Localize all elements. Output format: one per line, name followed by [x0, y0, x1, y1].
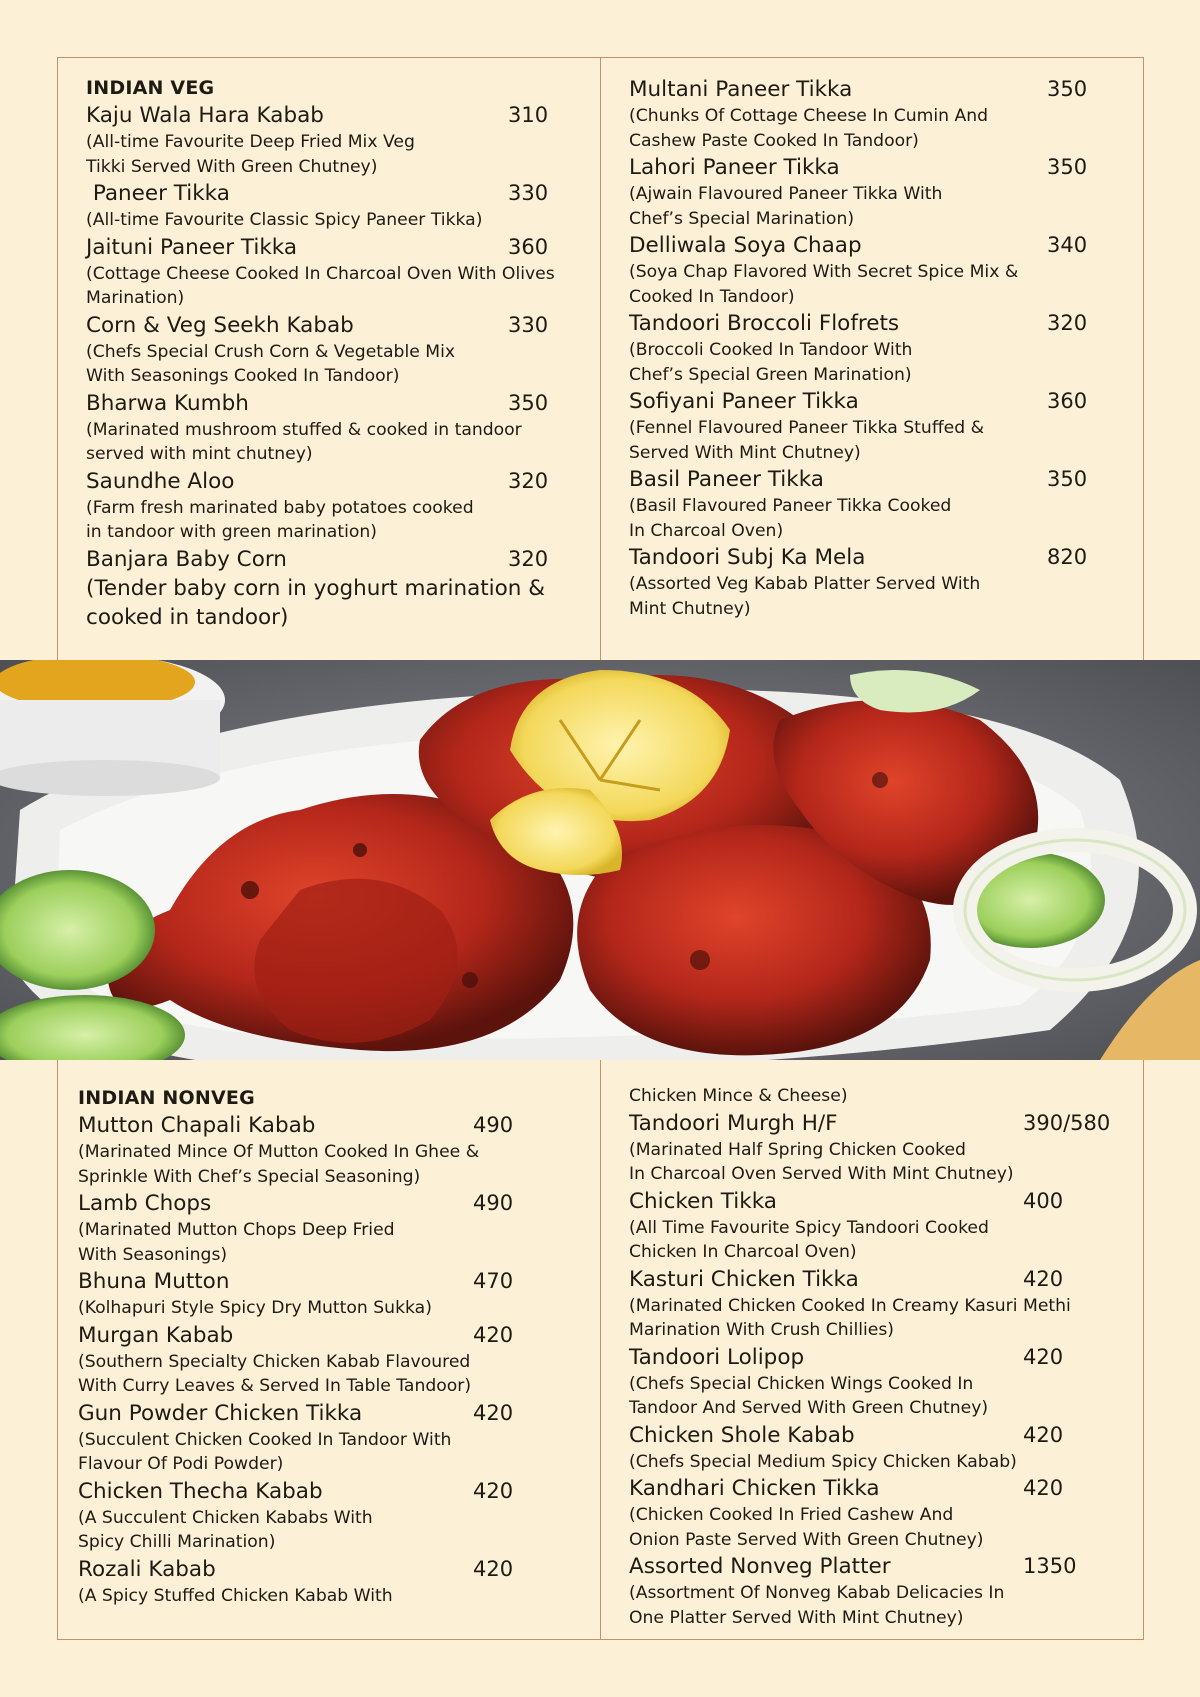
menu-item: [78, 1267, 588, 1321]
menu-item-price: 350: [1047, 77, 1088, 101]
menu-item-row: [629, 1343, 1134, 1372]
menu-item-price: 420: [473, 1322, 514, 1347]
menu-item-description: (Basil Flavoured Paneer Tikka Cooked: [629, 496, 952, 516]
menu-item: [629, 231, 1129, 309]
menu-item-price: 420: [1023, 1422, 1064, 1447]
menu-item-row: [629, 1187, 1134, 1216]
menu-item-price: 420: [1023, 1266, 1064, 1291]
menu-item-description: Mint Chutney): [629, 598, 751, 619]
menu-item-name: Chicken Shole Kabab: [629, 1422, 855, 1448]
menu-item-row: [86, 101, 591, 130]
menu-item-row: [78, 1477, 588, 1506]
menu-item-name: Lamb Chops: [78, 1191, 212, 1216]
menu-item-name: Tandoori Broccoli Flofrets: [629, 311, 900, 336]
menu-item: [629, 153, 1129, 231]
menu-item-price: 420: [1023, 1344, 1064, 1369]
menu-item-price: 330: [508, 181, 549, 205]
menu-item-row: [86, 179, 591, 208]
menu-item-name: Lahori Paneer Tikka: [629, 155, 840, 180]
menu-item-price: 350: [1047, 467, 1088, 491]
menu-item: [629, 1474, 1134, 1552]
menu-item: [78, 1189, 588, 1267]
menu-item-description: In Charcoal Oven): [629, 520, 784, 541]
section-title-nonveg: INDIAN NONVEG: [78, 1087, 255, 1109]
menu-item: [86, 311, 591, 389]
menu-item-row: [629, 1265, 1134, 1294]
menu-item: [78, 1477, 588, 1555]
menu-item-price: 330: [508, 312, 549, 337]
menu-item: [86, 233, 591, 311]
menu-item-price: 390/580: [1023, 1110, 1111, 1135]
menu-item: [629, 1187, 1134, 1265]
menu-item-name: Multani Paneer Tikka: [629, 77, 853, 102]
menu-item: [629, 1552, 1134, 1630]
menu-item-row: [629, 387, 1129, 416]
menu-item-description: (Chicken Cooked In Fried Cashew And: [629, 1505, 954, 1525]
menu-item-name: Paneer Tikka: [86, 181, 230, 206]
menu-item-name: Kandhari Chicken Tikka: [629, 1476, 880, 1501]
menu-item-description: (All-time Favourite Classic Spicy Paneer Tikka): [86, 210, 483, 230]
menu-item-name: Tandoori Lolipop: [629, 1344, 805, 1370]
menu-item-name: Kasturi Chicken Tikka: [629, 1266, 859, 1292]
menu-item-description: (Marinated mushroom stuffed & cooked in tandoor: [86, 419, 522, 440]
menu-item-description: (Assortment Of Nonveg Kabab Delicacies In: [629, 1583, 1005, 1603]
menu-item-description: (Chefs Special Medium Spicy Chicken Kabab): [629, 1451, 1017, 1472]
menu-item-name: Delliwala Soya Chaap: [629, 233, 862, 258]
menu-item-description: (Chefs Special Crush Corn & Vegetable Mix: [86, 341, 456, 362]
menu-item-price: 320: [1047, 311, 1088, 335]
menu-item-description: (Cottage Cheese Cooked In Charcoal Oven With Olives: [86, 263, 555, 284]
menu-item-name: Basil Paneer Tikka: [629, 467, 824, 492]
menu-item: [629, 75, 1129, 153]
menu-item-description: Sprinkle With Chef’s Special Seasoning): [78, 1166, 421, 1187]
menu-item-name: Gun Powder Chicken Tikka: [78, 1400, 363, 1426]
section-title-veg: INDIAN VEG: [86, 77, 215, 99]
menu-item-name: Sofiyani Paneer Tikka: [629, 389, 859, 414]
menu-item-price: 350: [508, 390, 549, 415]
menu-item-price: 360: [508, 234, 549, 259]
menu-item-description: Flavour Of Podi Powder): [78, 1454, 284, 1474]
menu-item-row: [78, 1189, 588, 1218]
menu-item: [78, 1111, 588, 1189]
menu-item-description: (Farm fresh marinated baby potatoes cooked: [86, 497, 474, 518]
menu-item-description: (Marinated Half Spring Chicken Cooked: [629, 1139, 966, 1160]
menu-item-row: [78, 1399, 588, 1428]
nonveg-left-list: [78, 1111, 588, 1608]
menu-item-description: (Succulent Chicken Cooked In Tandoor With: [78, 1429, 452, 1450]
menu-item-price: 320: [508, 546, 549, 571]
veg-left-list: [86, 101, 591, 632]
menu-item: [86, 179, 591, 233]
menu-item: [629, 543, 1129, 621]
menu-item-name: Chicken Thecha Kabab: [78, 1478, 323, 1504]
nonveg-right-list: [629, 1109, 1134, 1631]
menu-item-description: (Broccoli Cooked In Tandoor With: [629, 340, 913, 360]
menu-item-row: [86, 311, 591, 340]
menu-item-description: Chicken In Charcoal Oven): [629, 1242, 857, 1262]
menu-item-description: (Tender baby corn in yoghurt marination &: [86, 575, 546, 601]
menu-item: [629, 387, 1129, 465]
menu-item-description: (Fennel Flavoured Paneer Tikka Stuffed &: [629, 418, 985, 438]
menu-item: [629, 1265, 1134, 1343]
menu-item-description: (Marinated Mince Of Mutton Cooked In Ghee &: [78, 1142, 480, 1162]
menu-item-name: Bhuna Mutton: [78, 1269, 230, 1294]
menu-item-name: Assorted Nonveg Platter: [629, 1554, 891, 1579]
menu-item-description: served with mint chutney): [86, 444, 313, 464]
menu-item-description: cooked in tandoor): [86, 604, 289, 630]
menu-item-description: (Chunks Of Cottage Cheese In Cumin And: [629, 106, 989, 126]
menu-item-row: [629, 1109, 1134, 1138]
menu-item-row: [629, 231, 1129, 260]
menu-item-name: Kaju Wala Hara Kabab: [86, 103, 324, 128]
menu-item-description: (Soya Chap Flavored With Secret Spice Mix &: [629, 262, 1019, 282]
menu-item-description: (Ajwain Flavoured Paneer Tikka With: [629, 184, 943, 204]
menu-item-row: [86, 545, 591, 574]
menu-item-description: (Kolhapuri Style Spicy Dry Mutton Sukka): [78, 1298, 432, 1318]
menu-item: [86, 101, 591, 179]
veg-column-divider: [600, 57, 601, 660]
menu-item-description: Served With Mint Chutney): [629, 442, 861, 463]
menu-item: [86, 389, 591, 467]
veg-left-column: [86, 75, 591, 632]
menu-item-price: 400: [1023, 1188, 1064, 1213]
menu-item-row: [629, 1474, 1134, 1503]
menu-item-price: 420: [473, 1478, 514, 1503]
menu-item-row: [629, 543, 1129, 572]
menu-item-name: Chicken Tikka: [629, 1188, 777, 1214]
nonveg-right-column: [629, 1084, 1134, 1630]
nonveg-column-divider: [600, 1060, 601, 1640]
menu-item-description: (Assorted Veg Kabab Platter Served With: [629, 574, 981, 594]
menu-item-description: Chef’s Special Marination): [629, 208, 855, 229]
continued-description: Chicken Mince & Cheese): [629, 1086, 848, 1106]
menu-item-name: Tandoori Subj Ka Mela: [629, 545, 866, 570]
menu-item-description: Tikki Served With Green Chutney): [86, 156, 378, 177]
menu-item-price: 320: [508, 468, 549, 493]
menu-item-name: Banjara Baby Corn: [86, 546, 287, 572]
menu-item-name: Mutton Chapali Kabab: [78, 1113, 316, 1138]
menu-item-row: [78, 1321, 588, 1350]
menu-item: [629, 465, 1129, 543]
menu-item-description: In Charcoal Oven Served With Mint Chutney): [629, 1164, 1014, 1184]
menu-item-description: (Marinated Chicken Cooked In Creamy Kasuri Methi: [629, 1295, 1071, 1316]
menu-item-row: [629, 153, 1129, 182]
menu-item-name: Bharwa Kumbh: [86, 390, 249, 416]
menu-item-row: [86, 233, 591, 262]
menu-item: [78, 1321, 588, 1399]
menu-item-price: 360: [1047, 389, 1088, 413]
menu-item-price: 420: [473, 1556, 514, 1581]
menu-item-row: [78, 1111, 588, 1140]
menu-item-price: 470: [473, 1269, 514, 1293]
menu-item-description: Cooked In Tandoor): [629, 286, 795, 307]
veg-right-column: [629, 75, 1129, 621]
menu-item-price: 1350: [1023, 1554, 1077, 1578]
menu-item-price: 310: [508, 103, 549, 127]
menu-item: [629, 309, 1129, 387]
menu-item-price: 340: [1047, 233, 1088, 257]
menu-item-description: (A Spicy Stuffed Chicken Kabab With: [78, 1585, 393, 1606]
menu-item-price: 420: [1023, 1476, 1064, 1500]
menu-item: [629, 1343, 1134, 1421]
menu-item-price: 820: [1047, 545, 1088, 569]
menu-item-description: Chef’s Special Green Marination): [629, 364, 912, 385]
tandoori-chicken-image: [0, 660, 1200, 1060]
menu-item-description: (Marinated Mutton Chops Deep Fried: [78, 1220, 395, 1240]
menu-item-price: 350: [1047, 155, 1088, 179]
menu-item-description: With Seasonings): [78, 1244, 228, 1265]
menu-item-price: 490: [473, 1113, 514, 1137]
menu-item-row: [86, 389, 591, 418]
menu-item-name: Tandoori Murgh H/F: [629, 1110, 838, 1136]
menu-item-description: Onion Paste Served With Green Chutney): [629, 1529, 984, 1550]
menu-item: [78, 1555, 588, 1609]
menu-item-description: Tandoor And Served With Green Chutney): [629, 1398, 989, 1418]
menu-item-description: (A Succulent Chicken Kababs With: [78, 1507, 373, 1528]
menu-item-row: [629, 1421, 1134, 1450]
menu-item-description: (All-time Favourite Deep Fried Mix Veg: [86, 132, 415, 152]
menu-item-row: [629, 1552, 1134, 1581]
menu-item: [86, 467, 591, 545]
menu-item: [86, 545, 591, 632]
nonveg-left-column: [78, 1085, 588, 1608]
menu-item-price: 490: [473, 1191, 514, 1215]
menu-item-description: Marination With Crush Chillies): [629, 1320, 895, 1340]
menu-item-name: Murgan Kabab: [78, 1322, 234, 1348]
menu-item-name: Corn & Veg Seekh Kabab: [86, 312, 354, 338]
menu-item-description: Cashew Paste Cooked In Tandoor): [629, 130, 919, 151]
menu-item: [629, 1421, 1134, 1475]
menu-item-row: [629, 309, 1129, 338]
menu-item-row: [78, 1267, 588, 1296]
menu-item: [629, 1109, 1134, 1187]
menu-item-description: (All Time Favourite Spicy Tandoori Cooked: [629, 1217, 989, 1238]
menu-item-description: Spicy Chilli Marination): [78, 1532, 276, 1552]
menu-item-description: One Platter Served With Mint Chutney): [629, 1607, 964, 1628]
menu-item-row: [629, 465, 1129, 494]
menu-item-description: (Chefs Special Chicken Wings Cooked In: [629, 1373, 974, 1394]
menu-item: [78, 1399, 588, 1477]
menu-item-name: Jaituni Paneer Tikka: [86, 234, 298, 260]
menu-item-price: 420: [473, 1400, 514, 1425]
menu-item-row: [629, 75, 1129, 104]
menu-item-description: With Curry Leaves & Served In Table Tandoor): [78, 1376, 472, 1396]
menu-item-name: Rozali Kabab: [78, 1556, 216, 1582]
menu-item-description: (Southern Specialty Chicken Kabab Flavoured: [78, 1351, 471, 1372]
menu-item-row: [78, 1555, 588, 1584]
menu-item-description: With Seasonings Cooked In Tandoor): [86, 366, 400, 386]
menu-item-name: Saundhe Aloo: [86, 468, 235, 494]
menu-item-description: in tandoor with green marination): [86, 522, 377, 542]
veg-right-list: [629, 75, 1129, 621]
menu-item-description: Marination): [86, 288, 185, 308]
menu-item-row: [86, 467, 591, 496]
